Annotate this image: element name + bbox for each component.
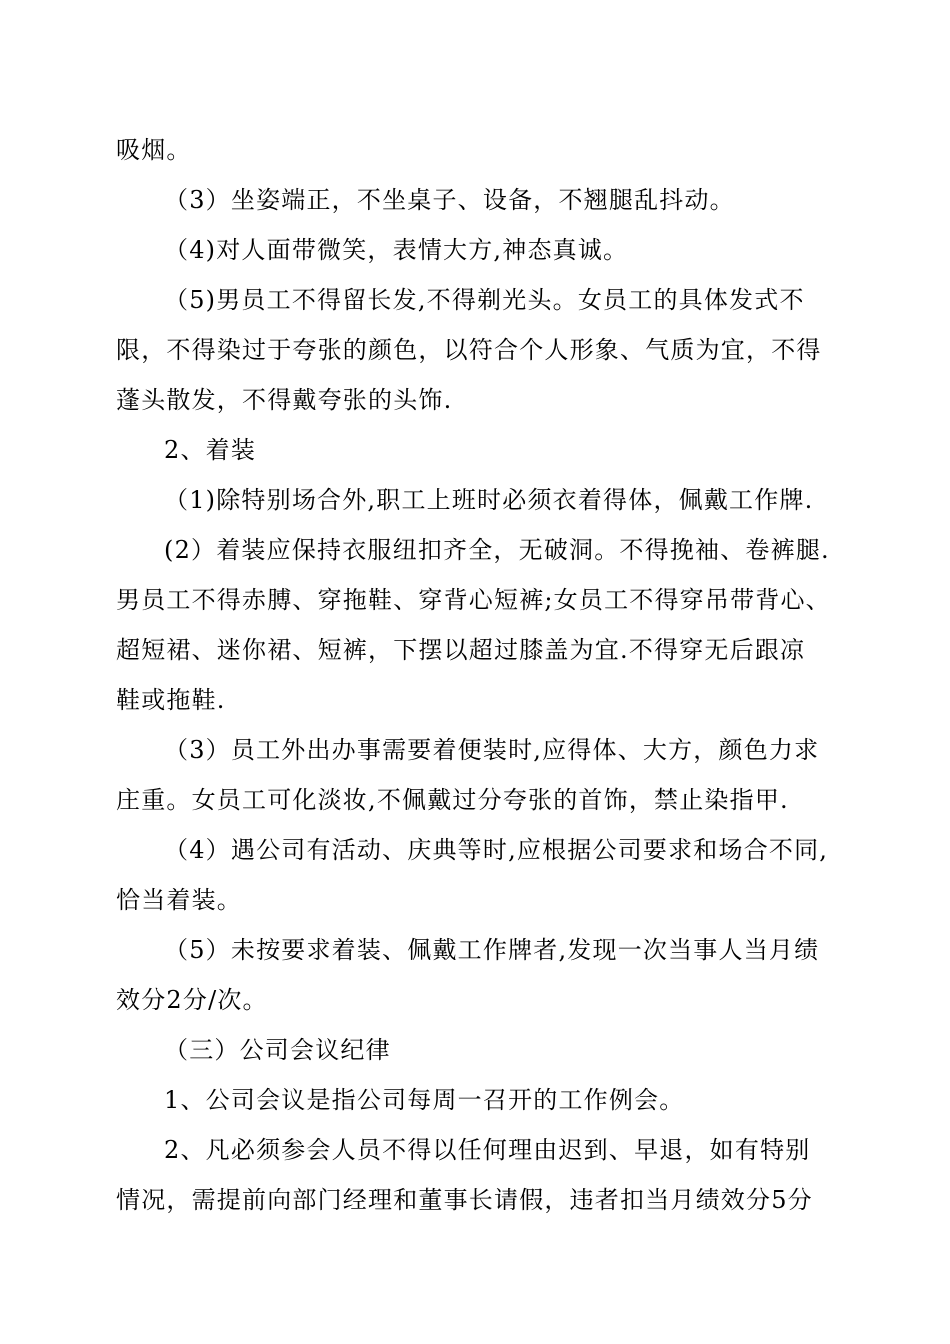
text-line: 蓬头散发，不得戴夸张的头饰. <box>116 386 453 414</box>
text-line: 1、公司会议是指公司每周一召开的工作例会。 <box>164 1086 685 1114</box>
text-line: 情况，需提前向部门经理和董事长请假，违者扣当月绩效分5分 <box>116 1186 813 1214</box>
text-line: 吸烟。 <box>116 136 192 164</box>
text-line: 恰当着装。 <box>116 886 242 914</box>
text-line: 庄重。女员工可化淡妆,不佩戴过分夸张的首饰，禁止染指甲. <box>116 786 789 814</box>
text-line: 限，不得染过于夸张的颜色，以符合个人形象、气质为宜，不得 <box>116 336 822 364</box>
text-line: （4）遇公司有活动、庆典等时,应根据公司要求和场合不同, <box>164 836 829 864</box>
text-line: （5）未按要求着装、佩戴工作牌者,发现一次当事人当月绩 <box>164 936 820 964</box>
section-heading: 2、着装 <box>164 436 257 464</box>
text-line: （5)男员工不得留长发,不得剃光头。女员工的具体发式不 <box>164 286 805 314</box>
text-line: （3）员工外出办事需要着便装时,应得体、大方，颜色力求 <box>164 736 820 764</box>
text-line: 2、凡必须参会人员不得以任何理由迟到、早退，如有特别 <box>164 1136 811 1164</box>
text-line: 超短裙、迷你裙、短裤，下摆以超过膝盖为宜.不得穿无后跟凉 <box>116 636 806 664</box>
text-line: （1)除特别场合外,职工上班时必须衣着得体，佩戴工作牌. <box>164 486 814 514</box>
text-line: （3）坐姿端正，不坐桌子、设备，不翘腿乱抖动。 <box>164 186 735 214</box>
text-line: 鞋或拖鞋. <box>116 686 226 714</box>
text-line: 效分2分/次。 <box>116 986 268 1014</box>
text-line: 男员工不得赤膊、穿拖鞋、穿背心短裤;女员工不得穿吊带背心、 <box>116 586 831 614</box>
text-line: (2）着装应保持衣服纽扣齐全，无破洞。不得挽袖、卷裤腿. <box>164 536 830 564</box>
text-line: （4)对人面带微笑，表情大方,神态真诚。 <box>164 236 629 264</box>
section-heading: （三）公司会议纪律 <box>164 1036 391 1064</box>
